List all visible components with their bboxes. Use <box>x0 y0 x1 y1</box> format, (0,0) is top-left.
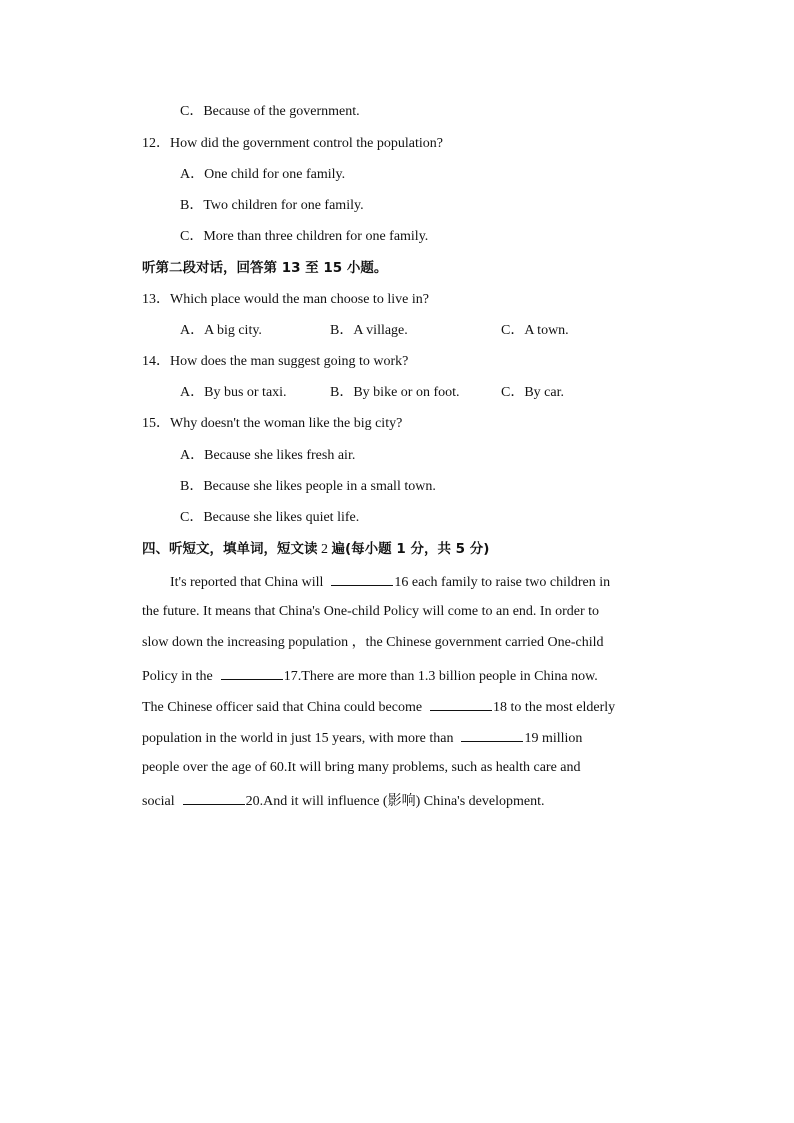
q12-option-c: C．More than three children for one family. <box>180 229 429 244</box>
q15-question: 15．Why doesn't the woman like the big city? <box>142 416 403 431</box>
blank-16[interactable] <box>331 571 393 586</box>
part4-heading-number: 2 <box>317 542 332 557</box>
q15-option-c: C．Because she likes quiet life. <box>180 510 360 525</box>
passage-line-1 <box>170 571 610 592</box>
q14-question: 14．How does the man suggest going to work? <box>142 354 409 369</box>
q12-option-b: B．Two children for one family. <box>180 198 364 213</box>
section2-heading: 听第二段对话，回答第 13 至 15 小题。 <box>142 260 388 276</box>
part4-heading-main: 四、听短文，填单词，短文读 <box>142 541 318 557</box>
passage-line-8 <box>142 790 544 811</box>
passage-text: The Chinese officer said that China could become <box>142 700 423 715</box>
q13-question: 13．Which place would the man choose to live in? <box>142 292 429 307</box>
q14-option-a: A．By bus or taxi. <box>180 385 287 400</box>
q12-option-a: A．One child for one family. <box>180 167 346 182</box>
passage-line-2: the future. It means that China's One-child Policy will come to an end. In order to <box>142 604 600 619</box>
blank-19[interactable] <box>461 727 523 742</box>
passage-text: 19 million <box>524 731 583 746</box>
q15-option-b: B．Because she likes people in a small town. <box>180 479 436 494</box>
blank-17[interactable] <box>221 665 283 680</box>
q13-option-c: C．A town. <box>501 323 569 338</box>
blank-20[interactable] <box>183 790 245 805</box>
blank-18[interactable] <box>430 696 492 711</box>
passage-text: Policy in the <box>142 669 213 684</box>
q13-option-b: B．A village. <box>330 323 408 338</box>
passage-line-5 <box>142 696 615 717</box>
passage-line-4 <box>142 665 598 686</box>
passage-line-6 <box>142 727 582 748</box>
part4-heading <box>142 540 489 559</box>
passage-text: It's reported that China will <box>170 575 324 590</box>
q12-question: 12．How did the government control the population? <box>142 136 443 151</box>
q15-option-a: A．Because she likes fresh air. <box>180 448 356 463</box>
passage-text: population in the world in just 15 years, with more than <box>142 731 454 746</box>
passage-text: social <box>142 794 175 809</box>
passage-line-3: slow down the increasing population ，the Chinese government carried One-child <box>142 635 604 650</box>
q14-option-c: C．By car. <box>501 385 564 400</box>
q13-option-a: A．A big city. <box>180 323 262 338</box>
passage-text: 17.There are more than 1.3 billion people in China now. <box>283 669 598 684</box>
q11-option-c: C．Because of the government. <box>180 104 360 119</box>
passage-text: 18 to the most elderly <box>493 700 616 715</box>
q14-option-b: B．By bike or on foot. <box>330 385 460 400</box>
passage-line-7: people over the age of 60.It will bring many problems, such as health care and <box>142 760 581 775</box>
passage-text: 16 each family to raise two children in <box>394 575 611 590</box>
passage-text: 20.And it will influence (影响) China's development. <box>245 794 545 809</box>
part4-heading-rest: 遍(每小题 1 分，共 5 分) <box>331 541 490 557</box>
